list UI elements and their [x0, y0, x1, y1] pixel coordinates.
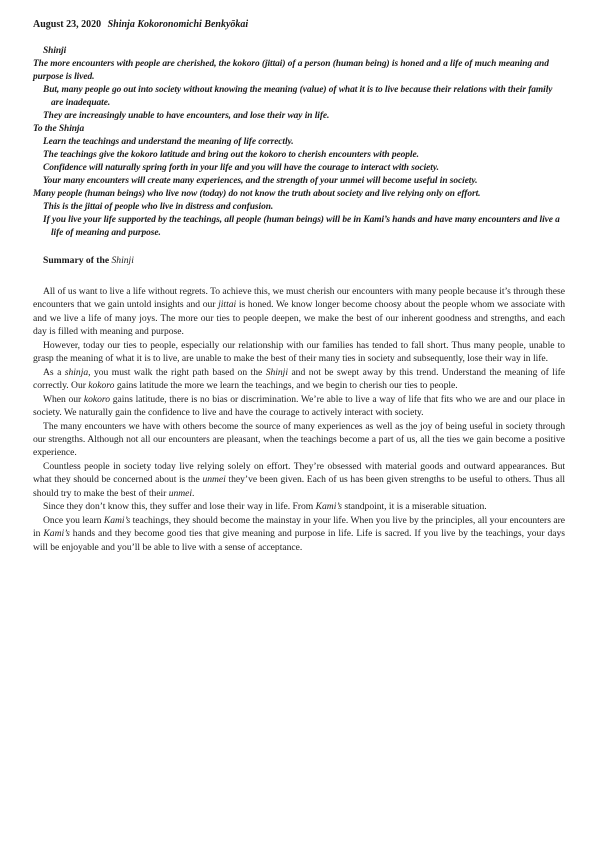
- shinji-line: This is the jittai of people who live in distress and confusion.: [43, 202, 274, 212]
- body-paragraph: All of us want to live a life without regrets. To achieve this, we must cherish our encounters with many people because it’s through these encounters that we gain untold insights and our jittai is honed. We know longer become choosy about the people whom we associate with and we live a life of many joys. The more our ties to people deepen, we make the best of our inherent goodness and strengths, and each day is filled with meaning and purpose.: [33, 286, 565, 338]
- summary-body: [33, 285, 565, 554]
- shinji-block: [33, 45, 565, 240]
- body-paragraph: Once you learn Kami’s teachings, they should become the mainstay in your life. When you live by the principles, all your encounters are in Kami’s hands and they become good ties that give meaning and purpose in life. Life is sacred. If you live by the teachings, your days will be enjoyable and you’ll be able to live with a sense of acceptance.: [33, 514, 566, 553]
- shinji-lines: [33, 58, 565, 240]
- shinji-line: Confidence will naturally spring forth in your life and you will have the courage to interact with society.: [43, 163, 439, 173]
- shinji-line: But, many people go out into society without knowing the meaning (value) of what it is to live because their relations with their family are inadequate.: [43, 85, 553, 108]
- shinji-label: Shinji: [43, 46, 67, 56]
- shinji-line: Your many encounters will create many experiences, and the strength of your unmei will become useful in society.: [43, 176, 478, 186]
- summary-prefix: Summary of the: [43, 255, 112, 266]
- page-header: [33, 18, 565, 31]
- header-title: Shinja Kokoronomichi Benkyōkai: [107, 19, 249, 30]
- body-paragraph: When our kokoro gains latitude, there is no bias or discrimination. We’re able to live a way of life that fits who we are and our place in society. We naturally gain the confidence to live and have the courage to actively interact with society.: [33, 393, 566, 419]
- body-paragraph: Since they don’t know this, they suffer and lose their way in life. From Kami’s standpoint, it is a miserable situation.: [43, 501, 487, 513]
- shinji-line: Many people (human beings) who live now (today) do not know the truth about society and live relying only on effort.: [33, 189, 481, 199]
- body-paragraph: The many encounters we have with others become the source of many experiences as well as the joy of being useful in society through our strengths. Although not all our encounters are pleasant, when the teachings become a part of us, all the ties we gain become a positive experience.: [33, 420, 565, 459]
- shinji-line: If you live your life supported by the teachings, all people (human beings) will be in Kami’s hands and have many encounters and live a life of meaning and purpose.: [43, 215, 560, 238]
- shinji-line: Learn the teachings and understand the meaning of life correctly.: [43, 137, 294, 147]
- body-paragraph: However, today our ties to people, especially our relationship with our families has tended to fall short. Thus many people, unable to grasp the meaning of what it is to live, are unable to make the best of their many ties in society and subsequently, lose their way in life.: [33, 339, 565, 365]
- summary-heading: [43, 254, 565, 267]
- header-date: August 23, 2020: [33, 19, 102, 30]
- shinji-line: The teachings give the kokoro latitude and bring out the kokoro to cherish encounters with people.: [43, 150, 419, 160]
- shinji-line: The more encounters with people are cherished, the kokoro (jittai) of a person (human being) is honed and a life of much meaning and purpose is lived.: [33, 59, 549, 82]
- summary-emph: Shinji: [111, 255, 134, 266]
- body-paragraph: Countless people in society today live relying solely on effort. They’re obsessed with material goods and outward appearances. But what they should be concerned about is the unmei they’ve been given. Each of us has been given strengths to be useful to others. Thus all should try to make the best of their unmei.: [33, 460, 565, 499]
- shinji-line: They are increasingly unable to have encounters, and lose their way in life.: [43, 111, 330, 121]
- body-paragraph: As a shinja, you must walk the right path based on the Shinji and not be swept away by this trend. Understand the meaning of life correctly. Our kokoro gains latitude the more we learn the teachings, and we begin to cherish our ties to people.: [33, 366, 566, 392]
- shinji-line: To the Shinja: [33, 124, 85, 134]
